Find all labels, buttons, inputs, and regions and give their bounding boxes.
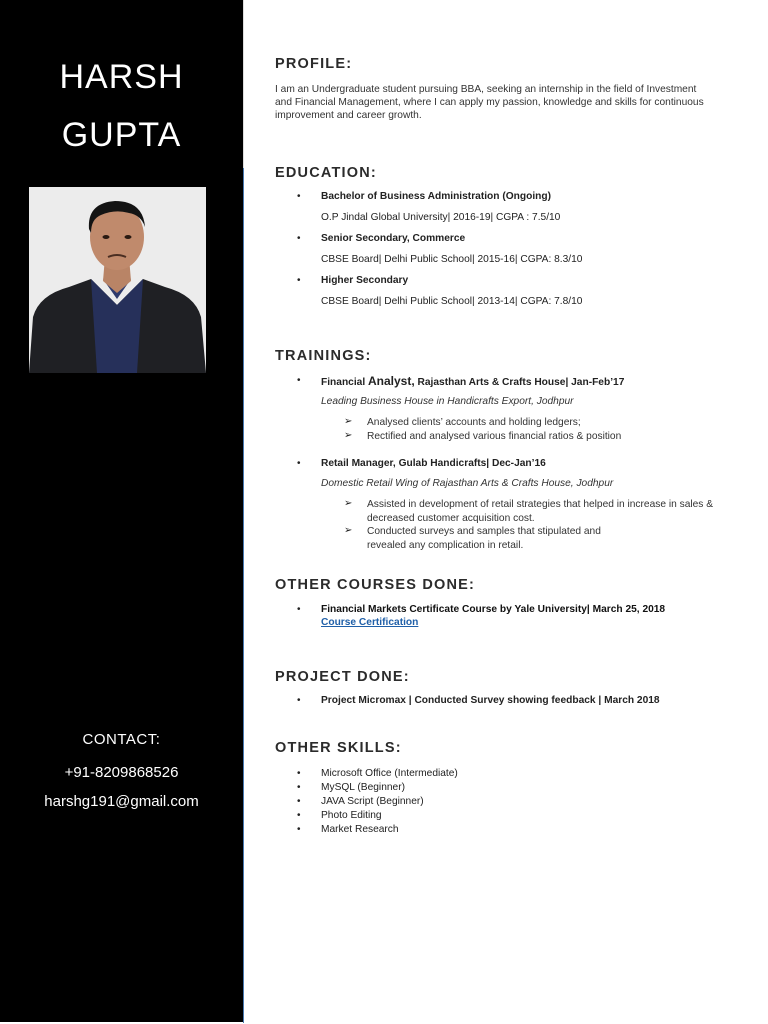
bullet: • — [297, 796, 301, 807]
bullet: • — [297, 810, 301, 821]
training-point: Conducted surveys and samples that stipulated and revealed any complication in retail. — [367, 526, 601, 551]
education-detail: CBSE Board| Delhi Public School| 2013-14| CGPA: 7.8/10 — [321, 296, 583, 307]
profile-text: I am an Undergraduate student pursuing BBA, seeking an internship in the field of Investment and Financial Management, where I can apply my passion, knowledge and skills for continuous improvement and career growth. — [275, 84, 704, 121]
training-subtitle: Leading Business House in Handicrafts Export, Jodhpur — [321, 396, 574, 407]
skill-item: Market Research — [321, 824, 399, 835]
first-name: HARSH — [59, 58, 184, 96]
skill-item: Photo Editing — [321, 810, 382, 821]
training-point: Analysed clients’ accounts and holding ledgers; — [367, 417, 581, 428]
bullet: • — [297, 768, 301, 779]
sidebar — [0, 0, 243, 1022]
arrow-bullet-icon: ➢ — [344, 525, 353, 536]
training-title: Retail Manager, Gulab Handicrafts| Dec-Jan’16 — [321, 458, 546, 469]
project-heading: PROJECT DONE: — [275, 669, 410, 685]
column-divider — [243, 168, 244, 1023]
profile-photo — [29, 187, 206, 373]
training-point: Rectified and analysed various financial ratios & position — [367, 431, 622, 442]
arrow-bullet-icon: ➢ — [344, 430, 353, 441]
divider-top — [243, 0, 244, 168]
person-portrait-icon — [29, 187, 206, 373]
last-name: GUPTA — [61, 116, 182, 154]
training-title-post: Rajasthan Arts & Crafts House| Jan-Feb’17 — [414, 377, 625, 388]
education-title: Senior Secondary, Commerce — [321, 233, 466, 244]
arrow-bullet-icon: ➢ — [344, 416, 353, 427]
bullet: • — [297, 695, 301, 706]
training-subtitle: Domestic Retail Wing of Rajasthan Arts & Crafts House, Jodhpur — [321, 478, 614, 489]
skills-heading: OTHER SKILLS: — [275, 740, 402, 756]
education-title: Higher Secondary — [321, 275, 409, 286]
bullet: • — [297, 191, 301, 202]
arrow-bullet-icon: ➢ — [344, 498, 353, 509]
profile-heading: PROFILE: — [275, 56, 353, 72]
education-detail: CBSE Board| Delhi Public School| 2015-16| CGPA: 8.3/10 — [321, 254, 583, 265]
skill-item: Microsoft Office (Intermediate) — [321, 768, 458, 779]
bullet: • — [297, 233, 301, 244]
contact-label: CONTACT: — [82, 731, 161, 748]
training-point: Assisted in development of retail strategies that helped in increase in sales & decreased customer acquisition cost. — [367, 499, 714, 524]
bullet: • — [297, 275, 301, 286]
project-item: Project Micromax | Conducted Survey showing feedback | March 2018 — [321, 695, 660, 706]
bullet: • — [297, 375, 301, 386]
contact-email[interactable]: harshg191@gmail.com — [44, 793, 199, 810]
contact-phone: +91-8209868526 — [64, 764, 179, 781]
training-title — [321, 374, 624, 388]
skill-item: JAVA Script (Beginner) — [321, 796, 424, 807]
trainings-heading: TRAININGS: — [275, 348, 372, 364]
course-item: Financial Markets Certificate Course by Yale University| March 25, 2018 — [321, 604, 666, 615]
education-detail: O.P Jindal Global University| 2016-19| CGPA : 7.5/10 — [321, 212, 561, 223]
training-title-pre: Financial — [321, 377, 368, 388]
education-title: Bachelor of Business Administration (Ongoing) — [321, 191, 551, 202]
education-heading: EDUCATION: — [275, 165, 377, 181]
bullet: • — [297, 604, 301, 615]
bullet: • — [297, 458, 301, 469]
course-certification-link[interactable]: Course Certification — [321, 617, 419, 628]
bullet: • — [297, 782, 301, 793]
skill-item: MySQL (Beginner) — [321, 782, 405, 793]
courses-heading: OTHER COURSES DONE: — [275, 577, 476, 593]
bullet: • — [297, 824, 301, 835]
training-title-role: Analyst, — [368, 374, 415, 388]
